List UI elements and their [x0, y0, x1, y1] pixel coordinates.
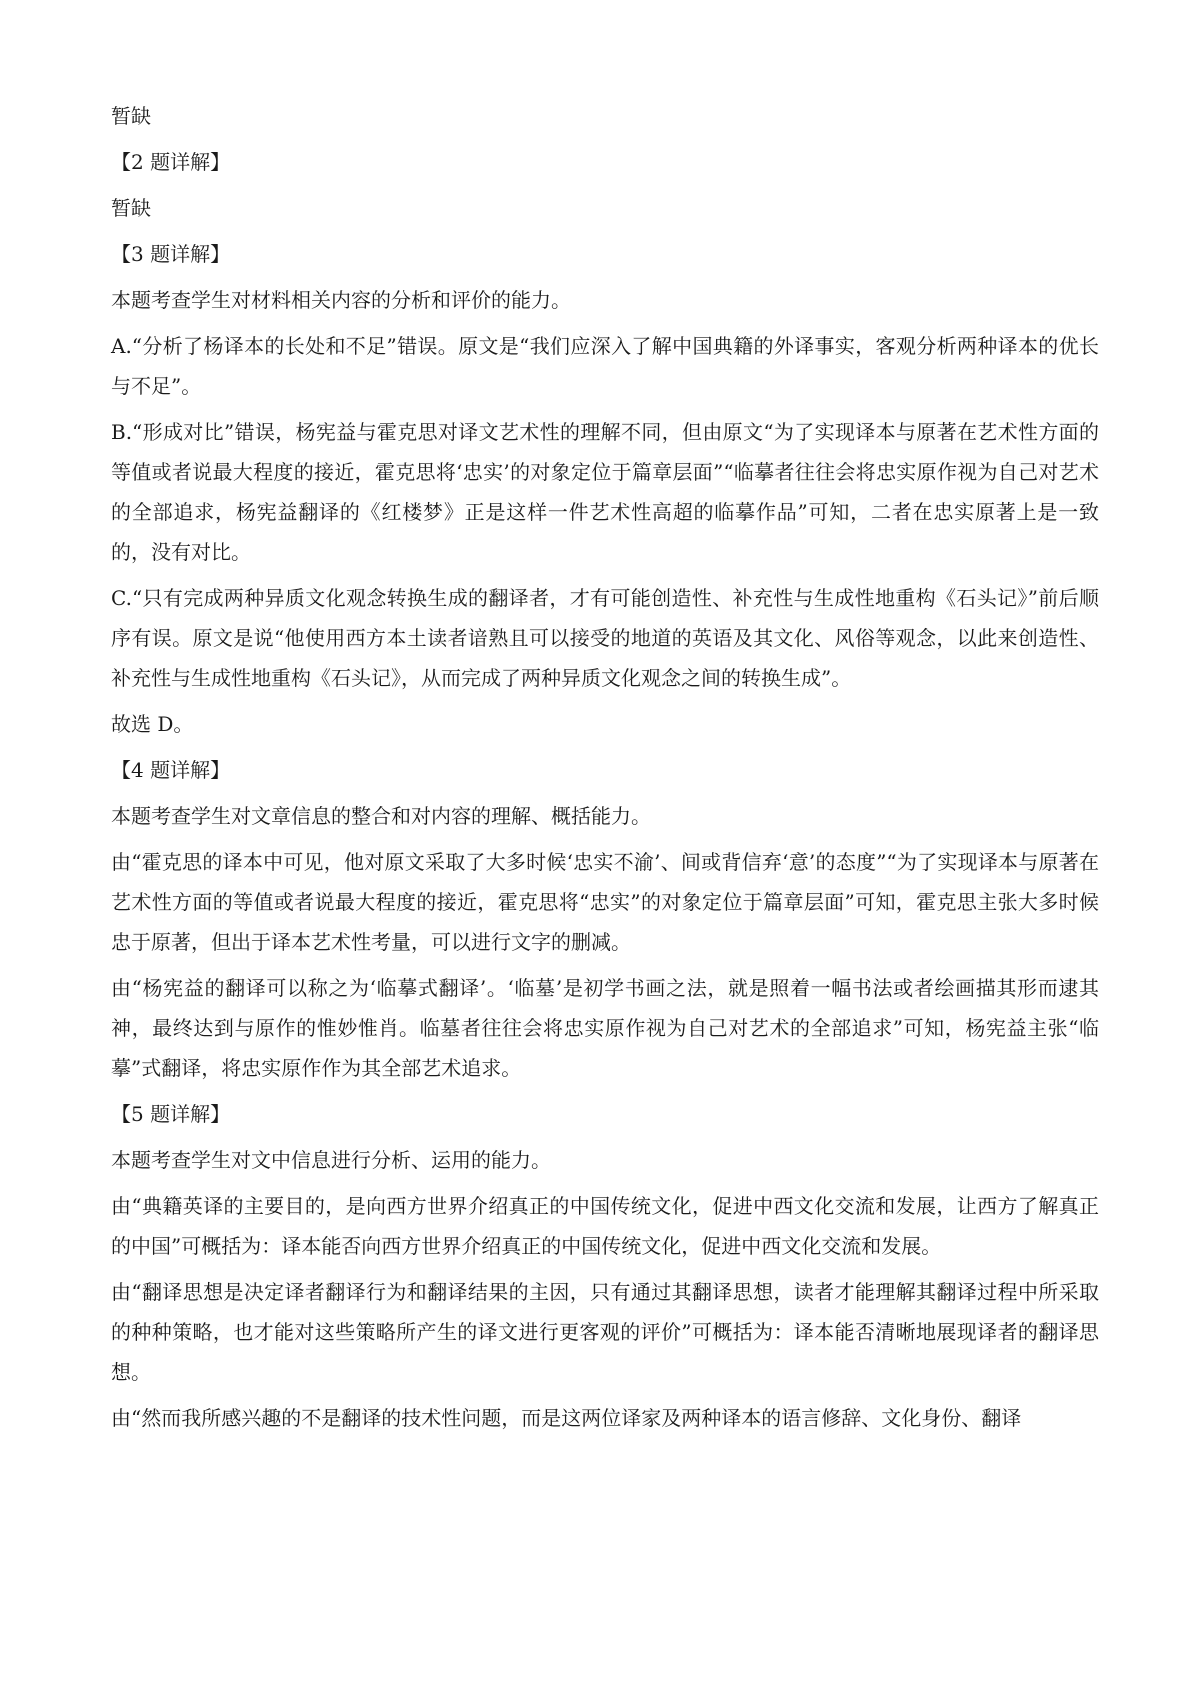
q3-option-c: C.“只有完成两种异质文化观念转换生成的翻译者，才有可能创造性、补充性与生成性地重构《石头记》”前后顺序有误。原文是说“他使用西方本土读者谙熟且可以接受的地道的英语及其文化、风俗等观念，以此来创造性、补充性与生成性地重构《石头记》，从而完成了两种异质文化观念之间的转换生成”。 — [111, 586, 1099, 690]
q3-intro: 本题考查学生对材料相关内容的分析和评价的能力。 — [111, 288, 571, 312]
q5-para-3: 由“然而我所感兴趣的不是翻译的技术性问题，而是这两位译家及两种译本的语言修辞、文化身份、翻译 — [111, 1406, 1022, 1430]
q3-option-b: B.“形成对比”错误，杨宪益与霍克思对译文艺术性的理解不同，但由原文“为了实现译本与原著在艺术性方面的等值或者说最大程度的接近，霍克思将‘忠实’的对象定位于篇章层面”“临摹者往往会将忠实原作视为自己对艺术的全部追求，杨宪益翻译的《红楼梦》正是这样一件艺术性高超的临摹作品”可知，二者在忠实原著上是一致的，没有对比。 — [111, 420, 1099, 564]
placeholder-q2: 暂缺 — [111, 196, 151, 220]
placeholder-q1: 暂缺 — [111, 104, 151, 128]
q3-answer: 故选 D。 — [111, 712, 194, 736]
q4-para-1: 由“霍克思的译本中可见，他对原文采取了大多时候‘忠实不渝’、间或背信弃‘意’的态度”“为了实现译本与原著在艺术性方面的等值或者说最大程度的接近，霍克思将“忠实”的对象定位于篇章层面”可知，霍克思主张大多时候忠于原著，但出于译本艺术性考量，可以进行文字的删减。 — [111, 850, 1099, 954]
heading-q5: 【5 题详解】 — [111, 1102, 231, 1126]
q4-para-2: 由“杨宪益的翻译可以称之为‘临摹式翻译’。‘临墓’是初学书画之法，就是照着一幅书法或者绘画描其形而逮其神，最终达到与原作的惟妙惟肖。临墓者往往会将忠实原作视为自己对艺术的全部追求”可知，杨宪益主张“临摹”式翻译，将忠实原作作为其全部艺术追求。 — [111, 976, 1099, 1080]
q4-intro: 本题考查学生对文章信息的整合和对内容的理解、概括能力。 — [111, 804, 651, 828]
heading-q4: 【4 题详解】 — [111, 758, 231, 782]
heading-q3: 【3 题详解】 — [111, 242, 231, 266]
q5-para-1: 由“典籍英译的主要目的，是向西方世界介绍真正的中国传统文化，促进中西文化交流和发展，让西方了解真正的中国”可概括为：译本能否向西方世界介绍真正的中国传统文化，促进中西文化交流和发展。 — [111, 1194, 1099, 1258]
q3-option-a: A.“分析了杨译本的长处和不足”错误。原文是“我们应深入了解中国典籍的外译事实，客观分析两种译本的优长与不足”。 — [111, 334, 1099, 398]
q5-para-2: 由“翻译思想是决定译者翻译行为和翻译结果的主因，只有通过其翻译思想，读者才能理解其翻译过程中所采取的种种策略，也才能对这些策略所产生的译文进行更客观的评价”可概括为：译本能否清晰地展现译者的翻译思想。 — [111, 1280, 1099, 1384]
q5-intro: 本题考查学生对文中信息进行分析、运用的能力。 — [111, 1148, 551, 1172]
heading-q2: 【2 题详解】 — [111, 150, 231, 174]
